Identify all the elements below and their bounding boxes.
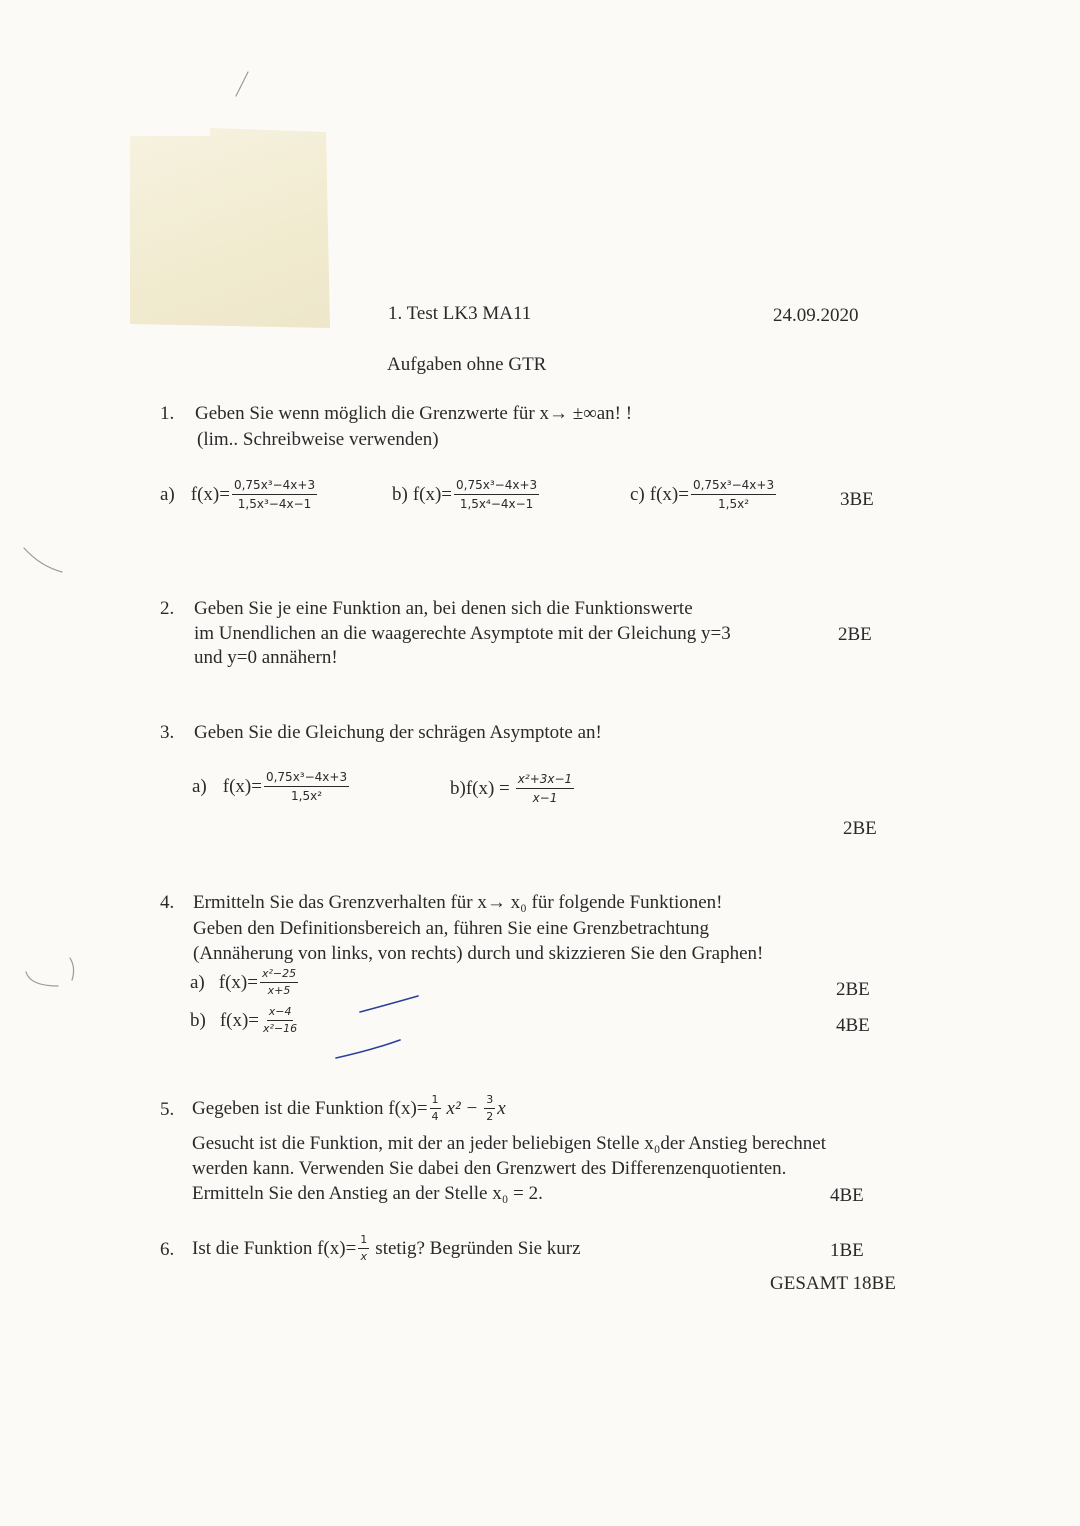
- task4-text-line2: Geben den Definitionsbereich an, führen Sie eine Grenzbetrachtung: [193, 918, 709, 939]
- task1-points: 3BE: [840, 489, 874, 510]
- task5-frac2-den: 2: [486, 1110, 494, 1123]
- task5-text-line1: [192, 1094, 506, 1123]
- task5-frac1-num: 1: [430, 1094, 441, 1109]
- task4-b-label: b): [190, 1009, 206, 1031]
- task3-b-prefix: b)f(x) =: [450, 777, 510, 799]
- task4-b-numerator: x−4: [267, 1006, 294, 1021]
- task1-a-prefix: f(x)=: [190, 483, 230, 505]
- task4-b-prefix: f(x)=: [219, 1009, 260, 1031]
- task3-number: 3.: [160, 722, 175, 743]
- task4-text-line1: Ermitteln Sie das Grenzverhalten für x→ x₀ für folgende Funktionen!: [193, 892, 723, 913]
- task1-b-prefix: f(x)=: [412, 483, 453, 505]
- task4-a-points: 2BE: [836, 979, 870, 1000]
- task4-a-label: a): [190, 971, 205, 993]
- task4-a-denominator: x+5: [267, 984, 291, 997]
- task1-number: 1.: [160, 403, 175, 424]
- task5-fraction-2: [484, 1094, 495, 1123]
- task5-fraction-1: [430, 1094, 441, 1123]
- task3-b-denominator: x−1: [532, 791, 558, 805]
- task1-text-line2: (lim.. Schreibweise verwenden): [197, 429, 439, 450]
- task6-fraction: [358, 1234, 369, 1263]
- task4-b-fraction: [261, 1006, 299, 1035]
- task1-c-denominator: 1,5x²: [718, 497, 750, 511]
- task4-number: 4.: [160, 892, 175, 913]
- task4-a-prefix: f(x)=: [218, 971, 258, 993]
- task2-points: 2BE: [838, 624, 872, 645]
- task4-a-numerator: x²−25: [260, 968, 298, 983]
- task1-c-fraction: [691, 478, 776, 511]
- task4-b-denominator: x²−16: [263, 1022, 298, 1035]
- task6-frac-num: 1: [358, 1234, 369, 1249]
- task3-a-prefix: f(x)=: [222, 775, 262, 797]
- task5-term1: x² −: [446, 1097, 479, 1119]
- task1-a-numerator: 0,75x³−4x+3: [232, 478, 317, 495]
- task1-b-denominator: 1,5x⁴−4x−1: [459, 497, 534, 511]
- test-title: 1. Test LK3 MA11: [388, 303, 532, 324]
- task3-a-label: a): [192, 775, 207, 797]
- task2-text-line3: und y=0 annähern!: [194, 647, 338, 668]
- task4-text-line3: (Annäherung von links, von rechts) durch und skizzieren Sie den Graphen!: [193, 943, 764, 964]
- task1-c-numerator: 0,75x³−4x+3: [691, 478, 776, 495]
- task1-part-c: [630, 478, 778, 511]
- task4-a-fraction: [260, 968, 298, 997]
- task3-b-fraction: [516, 772, 574, 805]
- task3-part-a: [192, 770, 351, 803]
- task2-number: 2.: [160, 598, 175, 619]
- task5-text-line3: werden kann. Verwenden Sie dabei den Grenzwert des Differenzenquotienten.: [192, 1158, 787, 1179]
- task3-points: 2BE: [843, 818, 877, 839]
- task2-text-line1: Geben Sie je eine Funktion an, bei denen sich die Funktionswerte: [194, 598, 693, 619]
- total-points: GESAMT 18BE: [770, 1273, 896, 1294]
- task2-text-line2: im Unendlichen an die waagerechte Asymptote mit der Gleichung y=3: [194, 623, 731, 644]
- task3-a-denominator: 1,5x²: [291, 789, 323, 803]
- task1-text-line1: Geben Sie wenn möglich die Grenzwerte für x→ ±∞an! !: [195, 403, 633, 424]
- task1-b-numerator: 0,75x³−4x+3: [454, 478, 539, 495]
- task3-a-numerator: 0,75x³−4x+3: [264, 770, 349, 787]
- task5-text-line4: Ermitteln Sie den Anstieg an der Stelle x₀ = 2.: [192, 1183, 543, 1204]
- task6-points: 1BE: [830, 1240, 864, 1261]
- task6-number: 6.: [160, 1239, 175, 1260]
- task3-part-b: [450, 772, 576, 805]
- task1-c-prefix: f(x)=: [649, 483, 689, 505]
- task5-frac2-num: 3: [484, 1094, 495, 1109]
- task1-a-label: a): [160, 483, 175, 505]
- task1-b-fraction: [454, 478, 539, 511]
- task3-a-fraction: [264, 770, 349, 803]
- task1-part-b: [392, 478, 541, 511]
- task3-b-numerator: x²+3x−1: [516, 772, 574, 789]
- task1-part-a: [160, 478, 319, 511]
- task6-text: [192, 1234, 581, 1263]
- task1-a-fraction: [232, 478, 317, 511]
- task3-text-line1: Geben Sie die Gleichung der schrägen Asymptote an!: [194, 722, 602, 743]
- task6-suffix: stetig? Begründen Sie kurz: [375, 1237, 581, 1259]
- task5-frac1-den: 4: [431, 1110, 439, 1123]
- task1-c-label: c): [630, 483, 645, 505]
- task1-a-denominator: 1,5x³−4x−1: [237, 497, 312, 511]
- task4-b-points: 4BE: [836, 1015, 870, 1036]
- task4-part-b: [190, 1006, 301, 1035]
- task5-term2: x: [497, 1097, 506, 1119]
- task6-frac-den: x: [360, 1250, 368, 1263]
- task5-points: 4BE: [830, 1185, 864, 1206]
- test-subtitle: Aufgaben ohne GTR: [387, 354, 547, 375]
- task6-prefix: Ist die Funktion f(x)=: [192, 1237, 357, 1259]
- test-date: 24.09.2020: [773, 305, 859, 326]
- task1-b-label: b): [392, 483, 408, 505]
- task5-text-line2: Gesucht ist die Funktion, mit der an jeder beliebigen Stelle x₀der Anstieg berechnet: [192, 1133, 826, 1154]
- task4-part-a: [190, 968, 300, 997]
- task5-number: 5.: [160, 1099, 175, 1120]
- task5-line1-prefix: Gegeben ist die Funktion f(x)=: [192, 1097, 428, 1119]
